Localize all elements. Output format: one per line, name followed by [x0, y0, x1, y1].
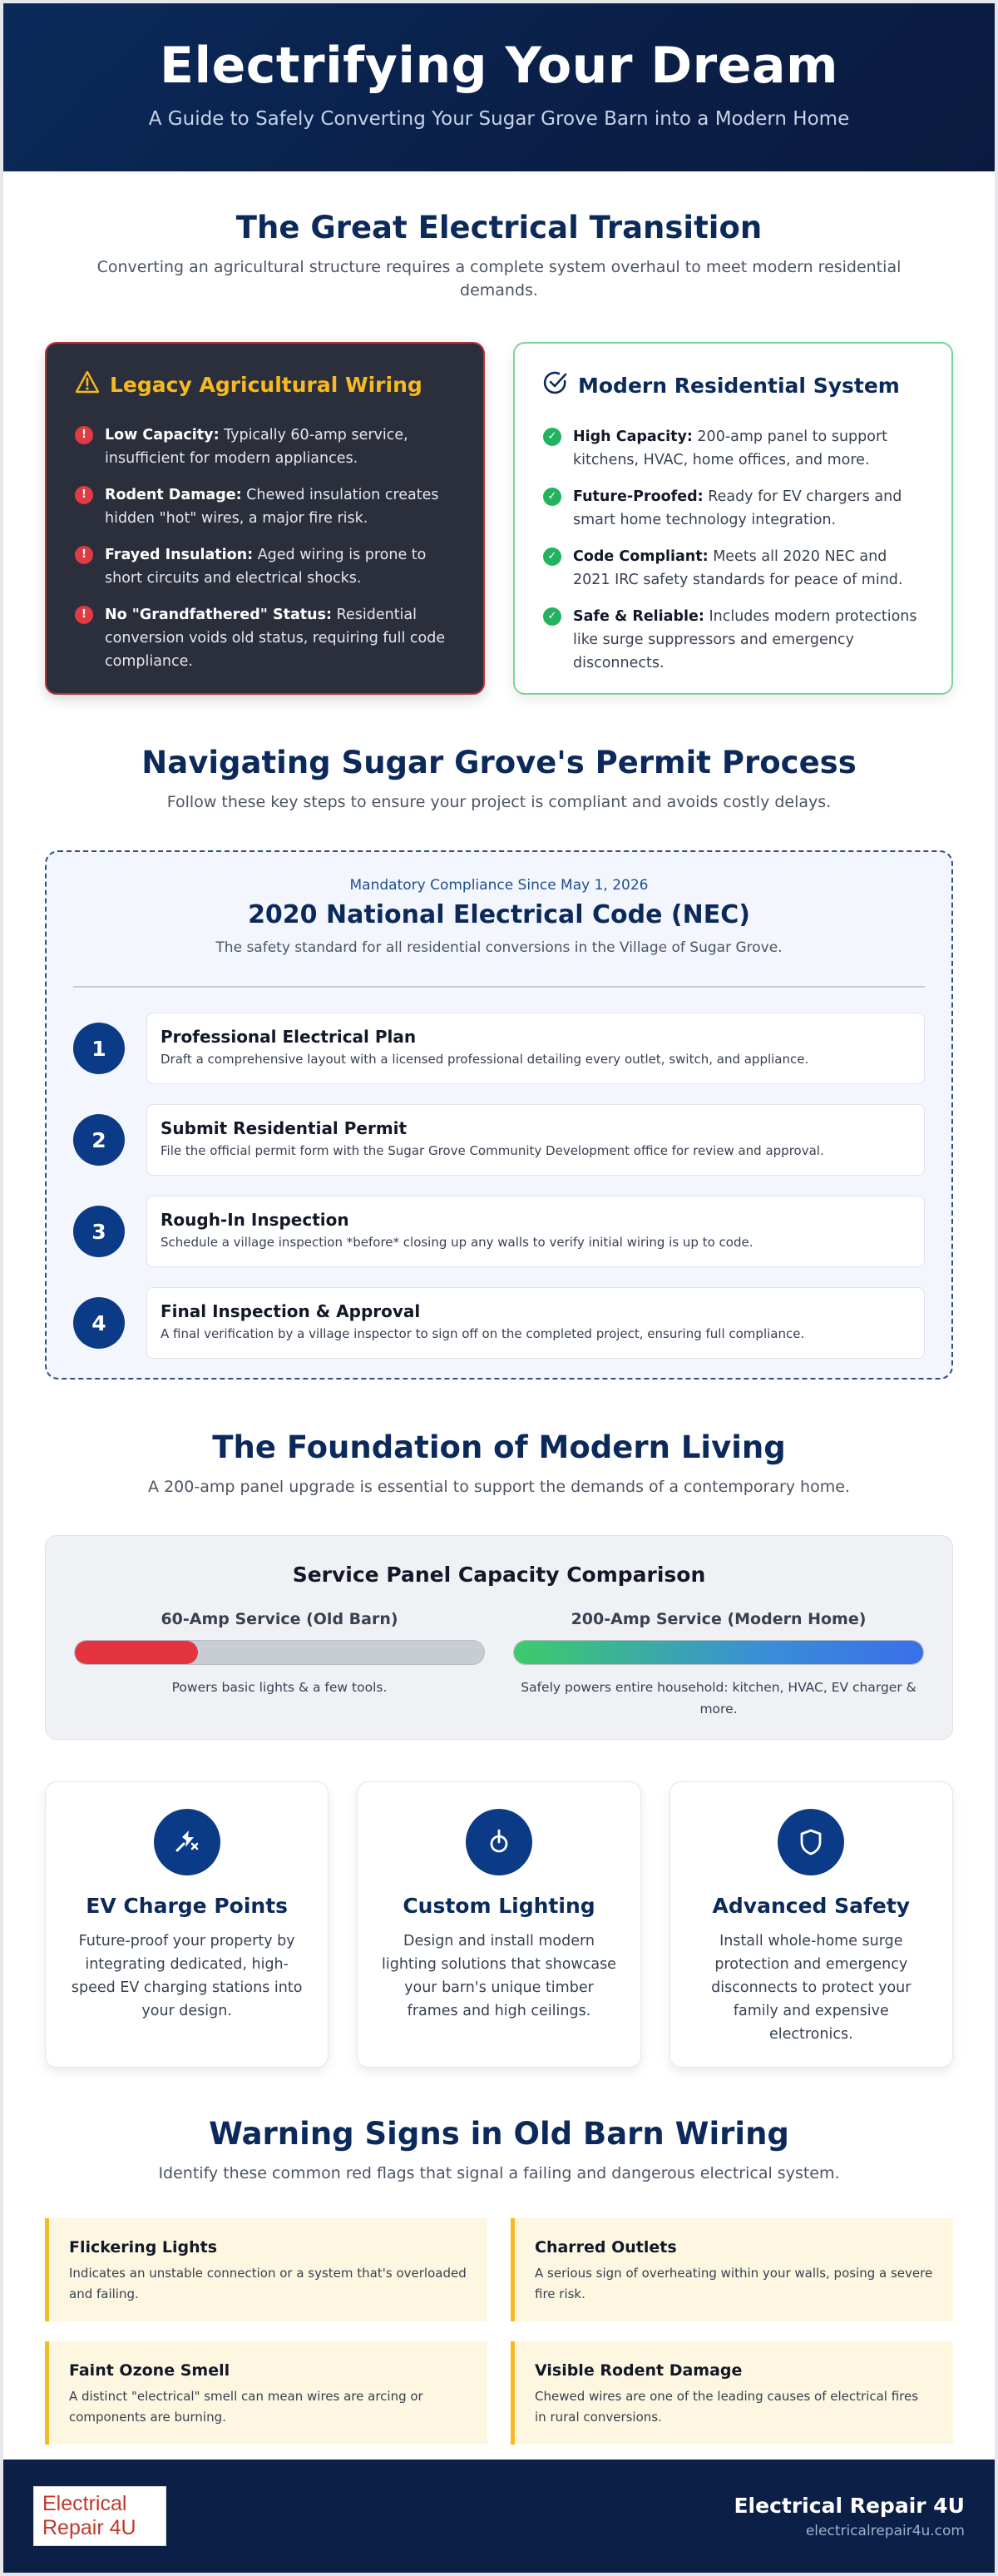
feature-text: Design and install modern lighting solutions that showcase your barn's unique timber frames and high ceilings. [382, 1933, 616, 2019]
shield-icon [778, 1809, 844, 1875]
comparison-cards [45, 342, 953, 695]
list-item: ✓ Safe & Reliable: Includes modern protections like surge suppressors and emergency disconnects. [543, 605, 925, 675]
hero-header [3, 3, 995, 171]
list-item: ! No "Grandfathered" Status: Residential conversion voids old status, requiring full code compliance. [75, 603, 457, 673]
old-service-label: 60-Amp Service (Old Barn) [161, 1610, 398, 1628]
new-service-caption: Safely powers entire household: kitchen, HVAC, EV charger & more. [521, 1680, 916, 1717]
capacity-comparison [45, 1535, 953, 1740]
check-icon: ✓ [543, 547, 561, 566]
new-service-column [513, 1610, 924, 1720]
foundation-title: The Foundation of Modern Living [212, 1429, 786, 1465]
feature-title: Advanced Safety [712, 1894, 911, 1918]
capacity-title: Service Panel Capacity Comparison [292, 1563, 706, 1587]
legacy-list [75, 424, 457, 673]
modern-list [543, 425, 925, 675]
step-number: 4 [73, 1297, 125, 1349]
permit-step [73, 1287, 925, 1359]
permit-step [73, 1013, 925, 1084]
modern-system-card [513, 342, 953, 695]
list-item: ✓ High Capacity: 200-amp panel to support kitchens, HVAC, home offices, and more. [543, 425, 925, 472]
step-title: Rough-In Inspection [161, 1210, 349, 1230]
transition-section [3, 171, 995, 695]
feature-title: Custom Lighting [403, 1894, 595, 1918]
list-item: ! Frayed Insulation: Aged wiring is prone to short circuits and electrical shocks. [75, 543, 457, 590]
warning-text: A serious sign of overheating within your walls, posing a severe fire risk. [535, 2266, 933, 2301]
check-icon: ✓ [543, 428, 561, 446]
warning-grid [45, 2218, 953, 2445]
alert-icon: ! [75, 486, 93, 504]
new-capacity-bar [513, 1640, 924, 1665]
permit-section [3, 695, 995, 1380]
step-title: Submit Residential Permit [161, 1118, 408, 1138]
warning-card [45, 2218, 487, 2321]
check-icon: ✓ [543, 607, 561, 626]
warning-text: Indicates an unstable connection or a system that's overloaded and failing. [69, 2266, 467, 2301]
list-item: ✓ Code Compliant: Meets all 2020 NEC and 2021 IRC safety standards for peace of mind. [543, 545, 925, 592]
warning-card [45, 2341, 487, 2445]
transition-title: The Great Electrical Transition [235, 210, 763, 245]
step-number: 1 [73, 1023, 125, 1074]
compliance-date: Mandatory Compliance Since May 1, 2026 [349, 877, 649, 894]
step-number: 3 [73, 1206, 125, 1257]
warning-title: Charred Outlets [535, 2238, 677, 2256]
check-icon: ✓ [543, 488, 561, 506]
step-text: Draft a comprehensive layout with a licensed professional detailing every outlet, switch, and appliance. [161, 1052, 809, 1067]
permit-title: Navigating Sugar Grove's Permit Process [141, 745, 857, 780]
warning-title: Visible Rodent Damage [535, 2361, 743, 2380]
new-service-label: 200-Amp Service (Modern Home) [571, 1610, 867, 1628]
footer [3, 2460, 995, 2573]
feature-cards [45, 1781, 953, 2068]
warnings-subtitle: Identify these common red flags that signal a failing and dangerous electrical system. [158, 2164, 840, 2182]
alert-icon: ! [75, 546, 93, 564]
ev-charger-icon [154, 1809, 220, 1875]
warning-text: A distinct "electrical" smell can mean wires are arcing or components are burning. [69, 2389, 423, 2425]
check-badge-icon [543, 370, 568, 400]
permit-subtitle: Follow these key steps to ensure your project is compliant and avoids costly delays. [166, 793, 832, 811]
warnings-section [3, 2068, 995, 2445]
old-service-column [74, 1610, 485, 1720]
warnings-title: Warning Signs in Old Barn Wiring [209, 2116, 789, 2152]
permit-step [73, 1104, 925, 1176]
lighting-icon [466, 1809, 532, 1875]
page-title: Electrifying Your Dream [160, 37, 838, 95]
alert-icon: ! [75, 426, 93, 444]
feature-text: Future-proof your property by integrating dedicated, high-speed EV charging stations into your design. [71, 1933, 303, 2019]
old-capacity-fill [75, 1641, 198, 1664]
foundation-section [3, 1380, 995, 2068]
list-item: ! Rodent Damage: Chewed insulation creates hidden "hot" wires, a major fire risk. [75, 483, 457, 530]
legacy-card-heading: Legacy Agricultural Wiring [110, 372, 422, 397]
step-text: A final verification by a village inspector to sign off on the completed project, ensuring full compliance. [161, 1326, 805, 1341]
warning-card [511, 2341, 953, 2445]
alert-icon: ! [75, 606, 93, 624]
feature-title: EV Charge Points [86, 1894, 289, 1918]
footer-website-link[interactable]: electricalrepair4u.com [805, 2522, 965, 2539]
foundation-subtitle: A 200-amp panel upgrade is essential to support the demands of a contemporary home. [148, 1478, 850, 1496]
footer-brand: Electrical Repair 4U [734, 2493, 965, 2518]
warning-title: Faint Ozone Smell [69, 2361, 230, 2380]
warning-text: Chewed wires are one of the leading causes of electrical fires in rural conversions. [535, 2389, 919, 2425]
feature-card-lighting [357, 1781, 640, 2068]
code-subtitle: The safety standard for all residential conversions in the Village of Sugar Grove. [215, 939, 783, 956]
divider [73, 986, 925, 988]
step-number: 2 [73, 1114, 125, 1166]
step-text: File the official permit form with the Sugar Grove Community Development office for review and approval. [161, 1143, 824, 1158]
step-text: Schedule a village inspection *before* closing up any walls to verify initial wiring is up to code. [161, 1235, 753, 1250]
permit-process-box [45, 850, 953, 1380]
legacy-wiring-card [45, 342, 485, 695]
feature-card-ev [45, 1781, 329, 2068]
warning-card [511, 2218, 953, 2321]
list-item: ! Low Capacity: Typically 60-amp service, insufficient for modern appliances. [75, 424, 457, 470]
modern-card-heading: Modern Residential System [578, 373, 900, 398]
company-logo[interactable]: Electrical Repair 4U [33, 2486, 166, 2546]
permit-step [73, 1196, 925, 1267]
step-title: Professional Electrical Plan [161, 1027, 417, 1047]
transition-subtitle: Converting an agricultural structure requires a complete system overhaul to meet modern residential demands. [96, 258, 902, 300]
page-subtitle: A Guide to Safely Converting Your Sugar Grove Barn into a Modern Home [148, 108, 850, 130]
new-capacity-fill [514, 1641, 923, 1664]
old-capacity-bar [74, 1640, 485, 1665]
warning-icon [75, 370, 100, 399]
warning-title: Flickering Lights [69, 2238, 218, 2256]
feature-text: Install whole-home surge protection and emergency disconnects to protect your family and expensive electronics. [711, 1933, 912, 2043]
step-title: Final Inspection & Approval [161, 1301, 421, 1321]
code-title: 2020 National Electrical Code (NEC) [248, 900, 750, 929]
feature-card-safety [669, 1781, 953, 2068]
list-item: ✓ Future-Proofed: Ready for EV chargers and smart home technology integration. [543, 485, 925, 532]
old-service-caption: Powers basic lights & a few tools. [171, 1680, 388, 1695]
